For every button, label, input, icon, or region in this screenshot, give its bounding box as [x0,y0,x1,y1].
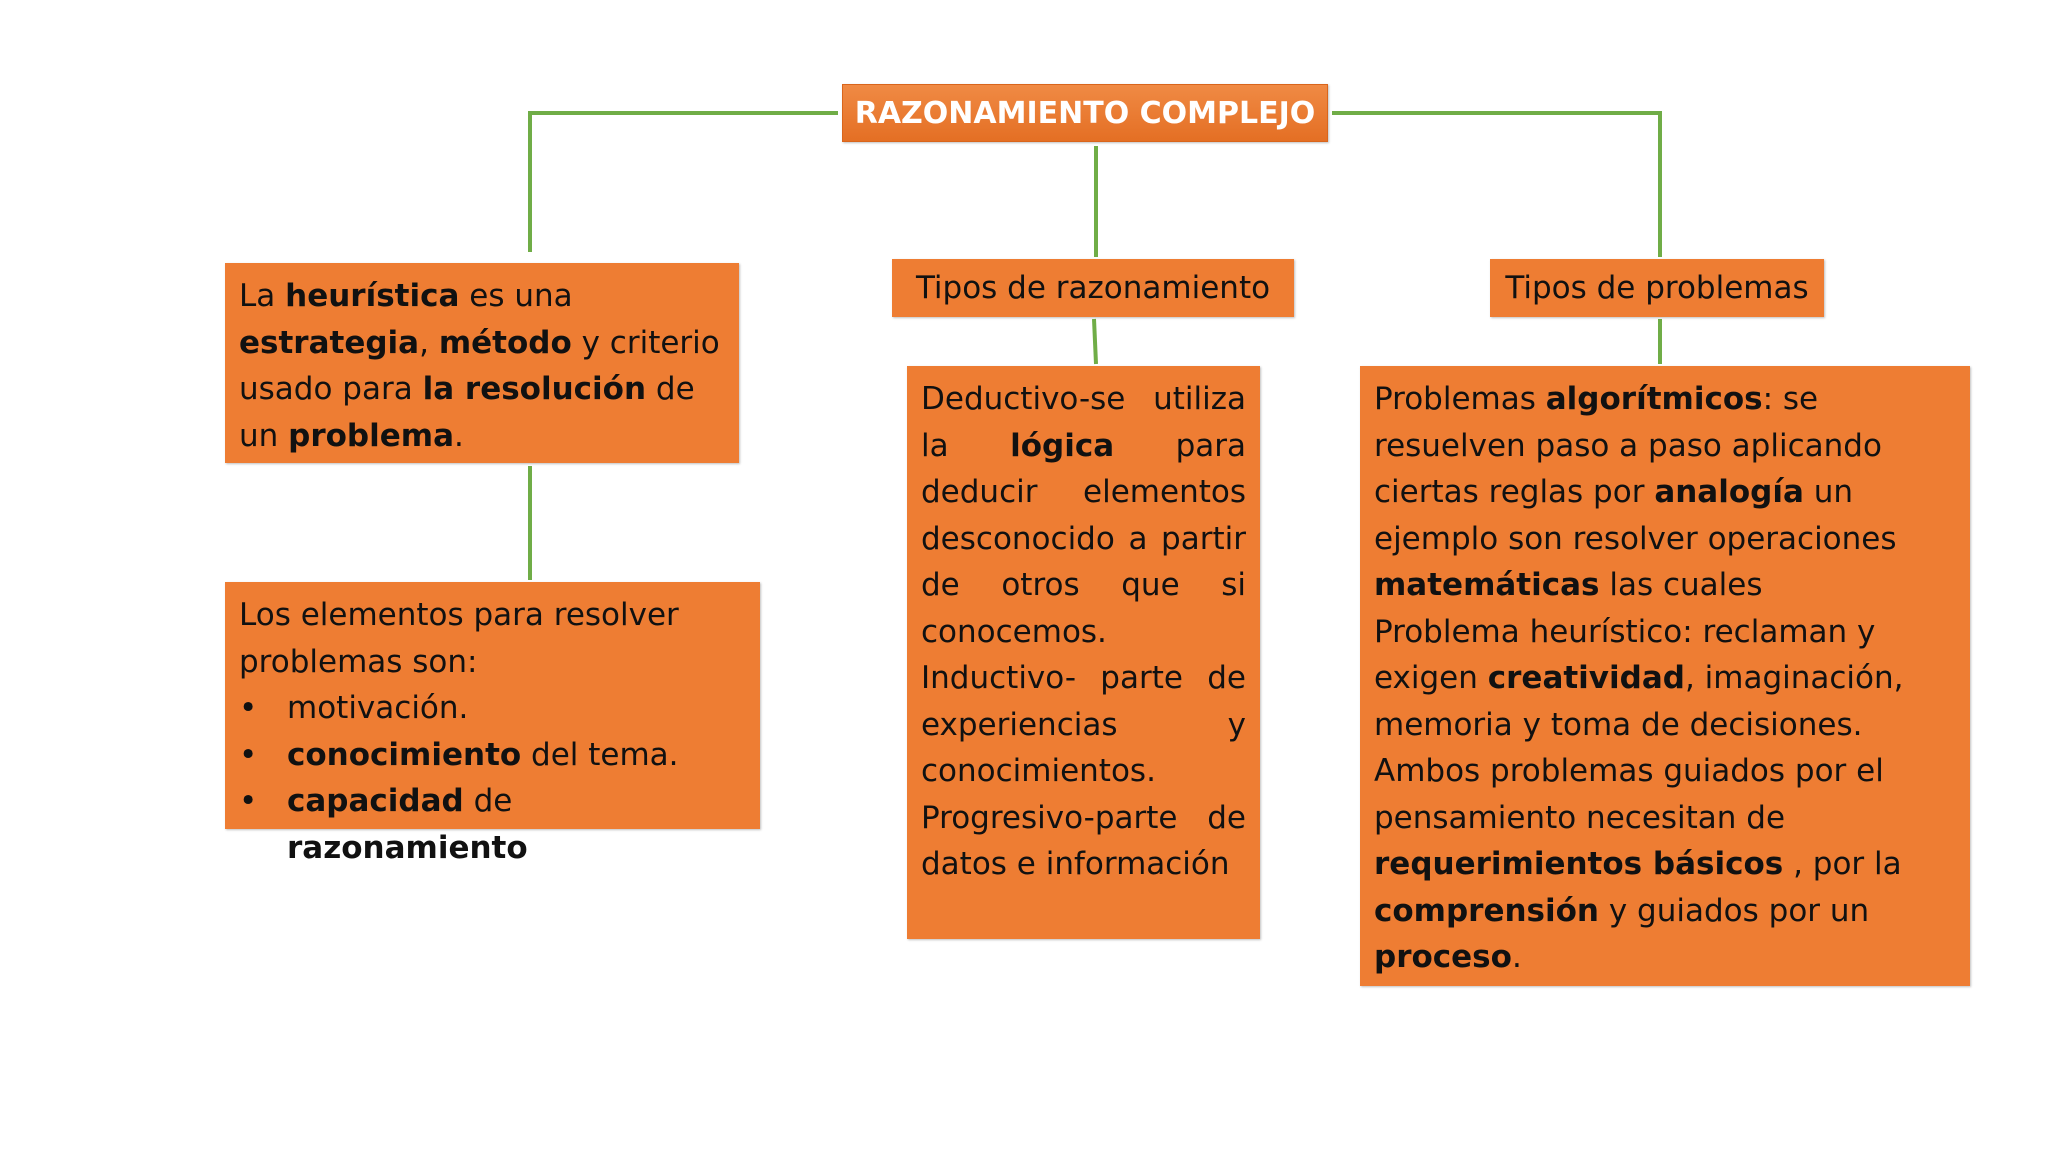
list-item: • motivación. [239,685,746,732]
list-item: • conocimiento del tema. [239,732,746,779]
elementos-intro: Los elementos para resolver problemas son: [239,597,679,680]
root-title: RAZONAMIENTO COMPLEJO [842,84,1328,142]
tipos-razonamiento-detail: Deductivo-se utiliza la lógica para deducir elementos desconocido a partir de otros que si conocemos. Inductivo- parte de experiencias y conocimientos. Progresivo-parte de datos e información [907,366,1260,939]
connector-razonamiento-detail [1094,319,1096,364]
tipos-razonamiento-heading: Tipos de razonamiento [892,259,1294,317]
connector-title-right [1332,113,1660,257]
list-item: • capacidad de razonamiento. [239,778,746,871]
tipos-problemas-detail: Problemas algorítmicos: se resuelven paso a paso aplicando ciertas reglas por analogía un ejemplo son resolver operaciones matemáticas las cuales Problema heurístico: reclaman y exigen creatividad, imaginación, memoria y toma de decisiones. Ambos problemas guiados por el pensamiento necesitan de requerimientos básicos , por la comprensión y guiados por un proceso. [1360,366,1970,986]
elementos-list [239,685,746,871]
connector-title-left [530,113,838,252]
tipos-problemas-heading: Tipos de problemas [1490,259,1824,317]
elementos-list-box [225,582,760,866]
heuristica-definition: La heurística es una estrategia, método y criterio usado para la resolución de un problema. [225,263,739,463]
